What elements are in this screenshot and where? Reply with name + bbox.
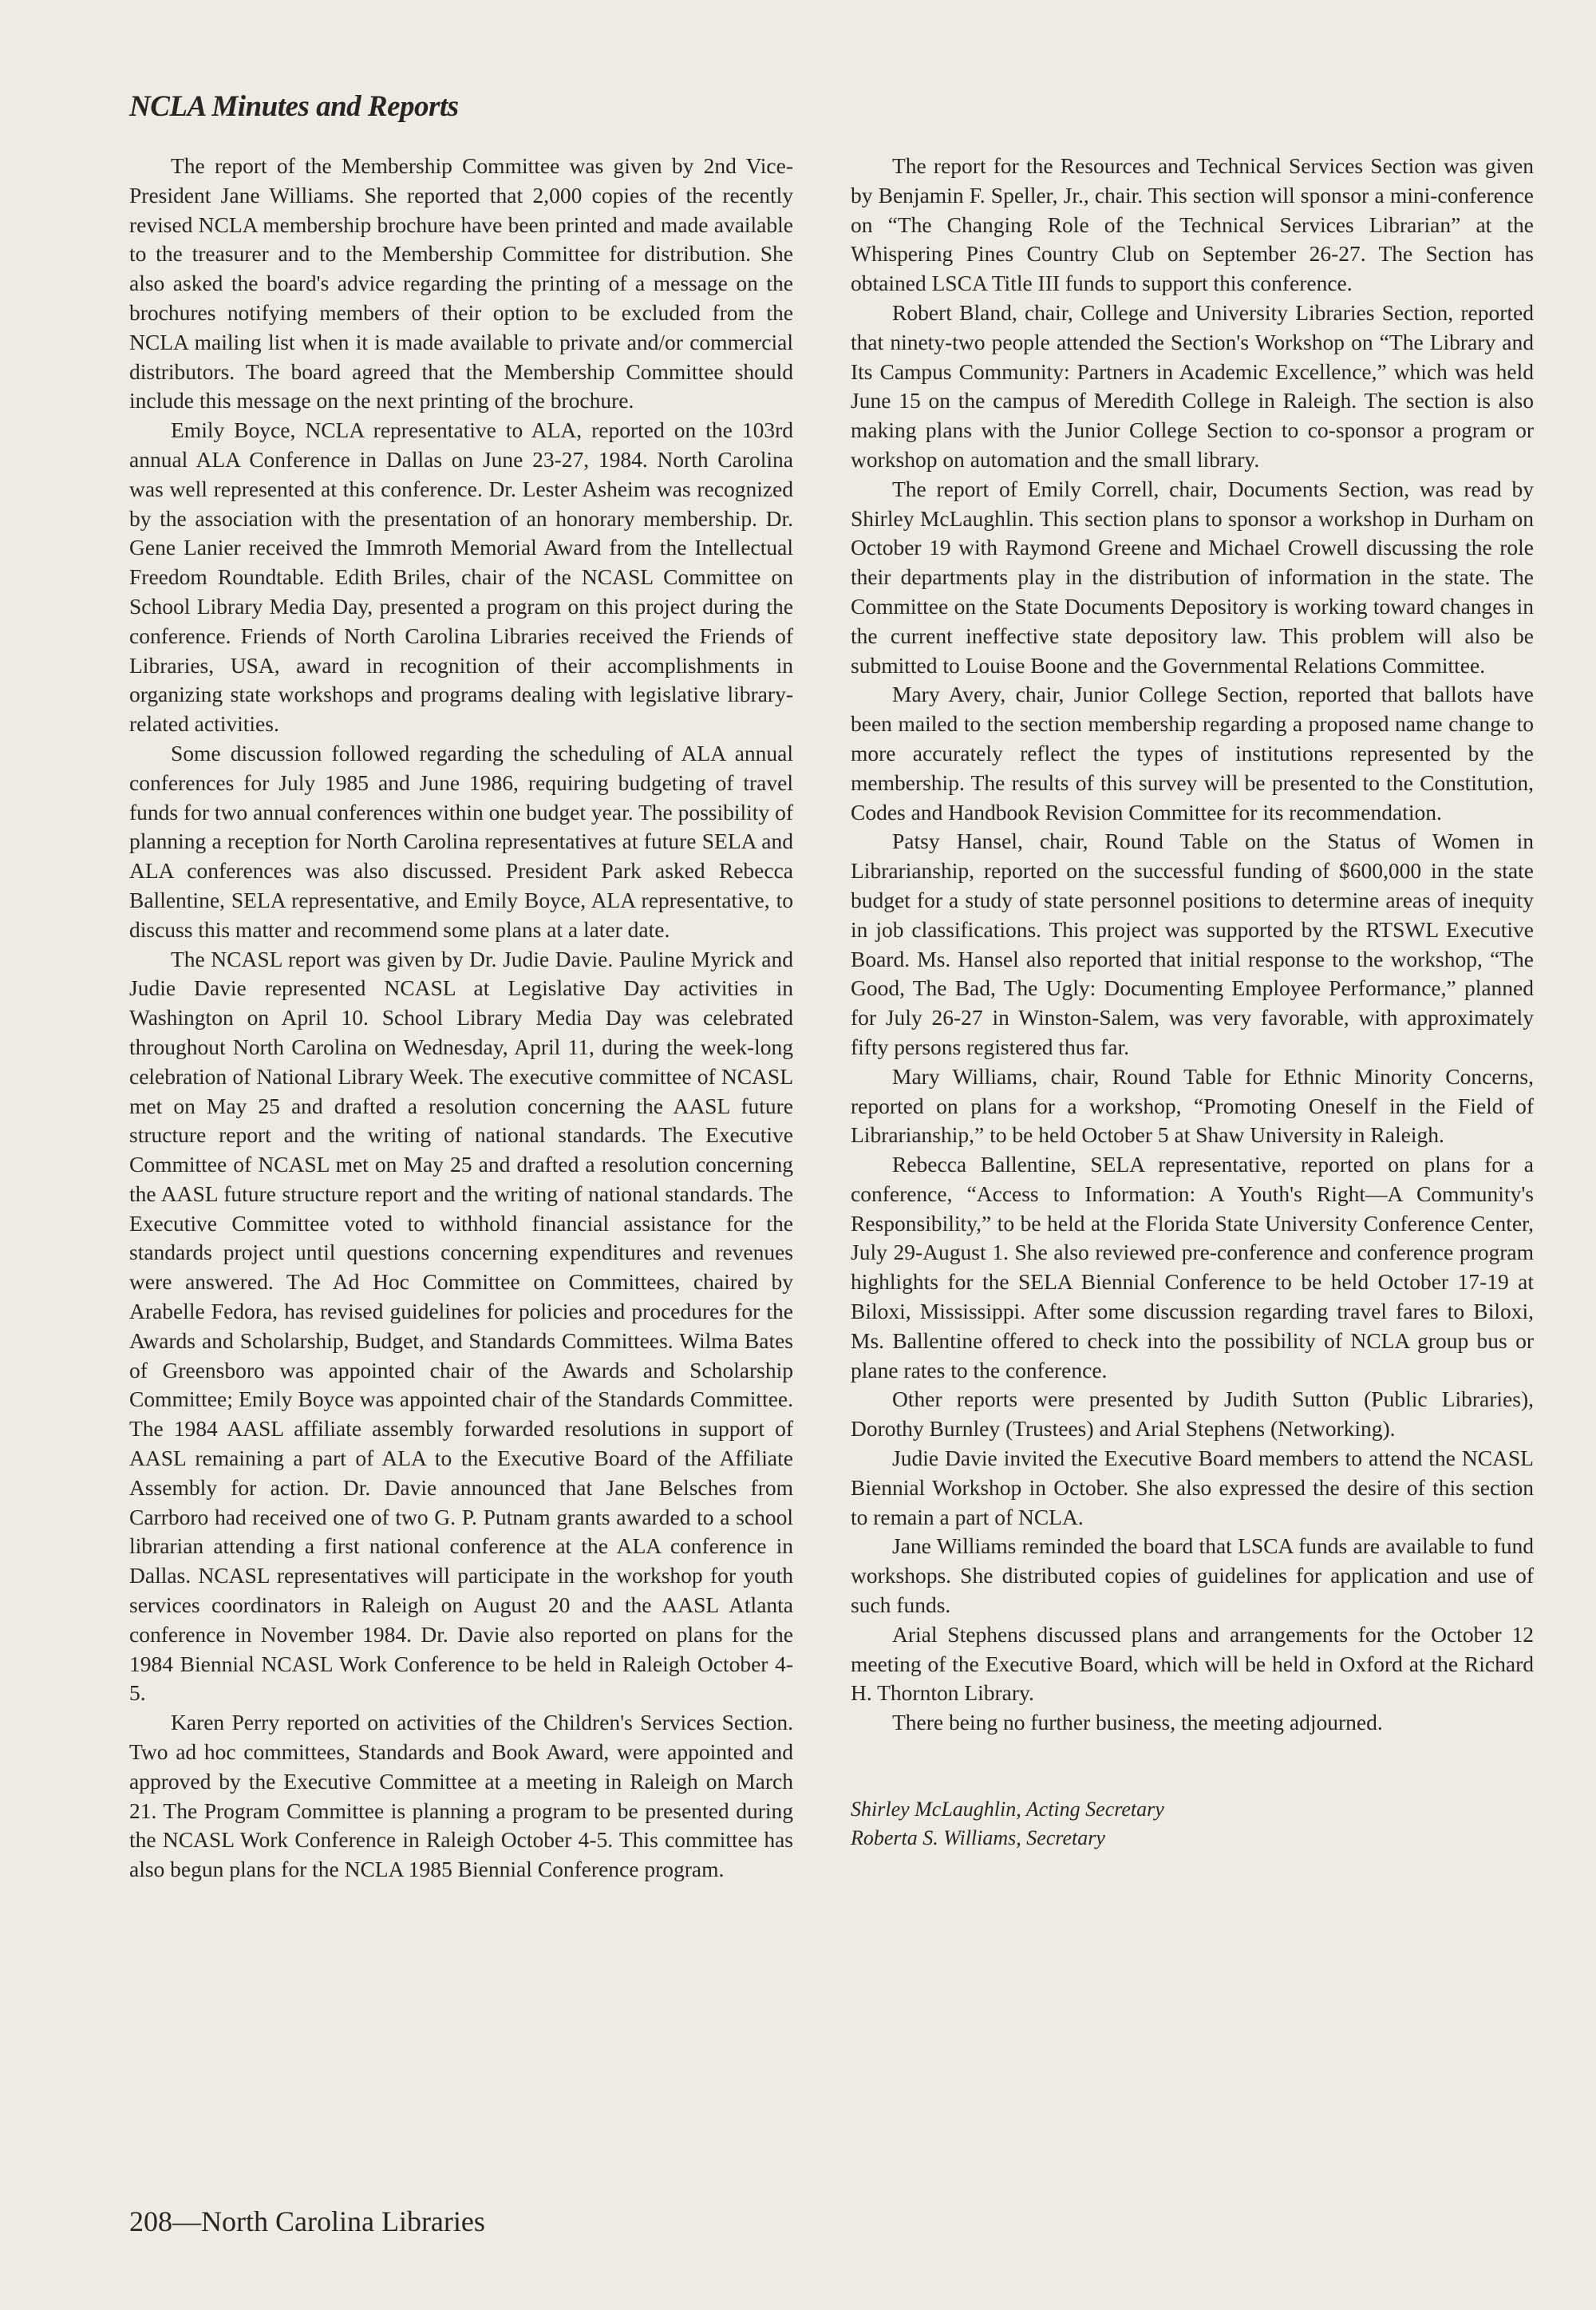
paragraph: The report of Emily Correll, chair, Documents Section, was read by Shirley McLaughlin. This section plans to sponsor a workshop in Durham on October 19 with Raymond Greene and Michael Crowell discussing the role their departments play in the distribution of information in the state. The Committee on the State Documents Depository is working toward changes in the current ineffective state depository law. This problem will also be submitted to Louise Boone and the Governmental Relations Committee.: [851, 476, 1534, 678]
paragraph: Arial Stephens discussed plans and arrangements for the October 12 meeting of the Executive Board, which will be held in Oxford at the Richard H. Thornton Library.: [851, 1621, 1534, 1706]
paragraph: Jane Williams reminded the board that LSCA funds are available to fund workshops. She distributed copies of guidelines for application and use of such funds.: [851, 1533, 1534, 1618]
paragraph: Judie Davie invited the Executive Board members to attend the NCASL Biennial Workshop in October. She also expressed the desire of this section to remain a part of NCLA.: [851, 1446, 1534, 1529]
left-column: [129, 152, 793, 1885]
paragraph: Mary Williams, chair, Round Table for Ethnic Minority Concerns, reported on plans for a workshop, “Promoting Oneself in the Field of Librarianship,” to be held October 5 at Shaw University in Raleigh.: [851, 1063, 1534, 1148]
paragraph: The NCASL report was given by Dr. Judie Davie. Pauline Myrick and Judie Davie represented NCASL at Legislative Day activities in Washington on April 10. School Library Media Day was celebrated throughout North Carolina on Wednesday, April 11, during the week-long celebration of National Library Week. The executive committee of NCASL met on May 25 and drafted a resolution concerning the AASL future structure report and the writing of national standards. The Executive Committee of NCASL met on May 25 and drafted a resolution concerning the AASL future structure report and the writing of national standards. The Executive Committee voted to withhold financial assistance for the standards project until questions concerning expenditures and revenues were answered. The Ad Hoc Committee on Committees, chaired by Arabelle Fedora, has revised guidelines for policies and procedures for the Awards and Scholarship, Budget, and Standards Committees. Wilma Bates of Greensboro was appointed chair of the Awards and Scholarship Committee; Emily Boyce was appointed chair of the Standards Committee. The 1984 AASL affiliate assembly forwarded resolutions in support of AASL remaining a part of ALA to the Executive Board of the Affiliate Assembly for action. Dr. Davie announced that Jane Belsches from Carrboro had received one of two G. P. Putnam grants awarded to a school librarian attending a first national conference at the ALA conference in Dallas. NCASL representatives will participate in the workshop for youth services coordinators in Raleigh on August 20 and the AASL Atlanta conference in November 1984. Dr. Davie also reported on plans for the 1984 Biennial NCASL Work Conference to be held in Raleigh October 4-5.: [129, 946, 793, 1706]
section-heading: NCLA Minutes and Reports: [129, 90, 459, 123]
paragraph: Rebecca Ballentine, SELA representative, reported on plans for a conference, “Access to Information: A Youth's Right—A Community's Responsibility,” to be held at the Florida State University Conference Center, July 29-August 1. She also reviewed pre-conference and conference program highlights for the SELA Biennial Conference to be held October 17-19 at Biloxi, Mississippi. After some discussion regarding travel fares to Biloxi, Ms. Ballentine offered to check into the possibility of NCLA group bus or plane rates to the conference.: [851, 1152, 1534, 1382]
paragraph: Karen Perry reported on activities of the Children's Services Section. Two ad hoc committees, Standards and Book Award, were appointed and approved by the Executive Committee at a meeting in Raleigh on March 21. The Program Committee is planning a program to be presented during the NCASL Work Conference in Raleigh October 4-5. This committee has also begun plans for the NCLA 1985 Biennial Conference program.: [129, 1710, 793, 1882]
paragraph: Robert Bland, chair, College and University Libraries Section, reported that ninety-two people attended the Section's Workshop on “The Library and Its Campus Community: Partners in Academic Excellence,” which was held June 15 on the campus of Meredith College in Raleigh. The section is also making plans with the Junior College Section to co-sponsor a program or workshop on automation and the small library.: [851, 299, 1534, 472]
signature-acting-secretary: Shirley McLaughlin, Acting Secretary: [851, 1798, 1164, 1821]
right-column: [851, 152, 1534, 1853]
paragraph: Some discussion followed regarding the scheduling of ALA annual conferences for July 1985 and June 1986, requiring budgeting of travel funds for two annual conferences within one budget year. The possibility of planning a reception for North Carolina representatives at future SELA and ALA conferences was also discussed. President Park asked Rebecca Ballentine, SELA representative, and Emily Boyce, ALA representative, to discuss this matter and recommend some plans at a later date.: [129, 740, 793, 942]
paragraph: Other reports were presented by Judith Sutton (Public Libraries), Dorothy Burnley (Trustees) and Arial Stephens (Networking).: [851, 1386, 1534, 1442]
paragraph: There being no further business, the meeting adjourned.: [892, 1710, 1383, 1735]
paragraph: Mary Avery, chair, Junior College Section, reported that ballots have been mailed to the section membership regarding a proposed name change to more accurately reflect the types of institutions represented by the membership. The results of this survey will be presented to the Constitution, Codes and Handbook Revision Committee for its recommendation.: [851, 682, 1534, 825]
paragraph: The report for the Resources and Technical Services Section was given by Benjamin F. Speller, Jr., chair. This section will sponsor a mini-conference on “The Changing Role of the Technical Services Librarian” at the Whispering Pines Country Club on September 26-27. The Section has obtained LSCA Title III funds to support this conference.: [851, 153, 1534, 296]
page-footer: 208—North Carolina Libraries: [129, 2205, 485, 2237]
signature-secretary: Roberta S. Williams, Secretary: [851, 1826, 1105, 1850]
paragraph: The report of the Membership Committee was given by 2nd Vice-President Jane Williams. She reported that 2,000 copies of the recently revised NCLA membership brochure have been printed and made available to the treasurer and to the Membership Committee for distribution. She also asked the board's advice regarding the printing of a message on the brochures notifying members of their option to be excluded from the NCLA mailing list when it is made available to private and/or commercial distributors. The board agreed that the Membership Committee should include this message on the next printing of the brochure.: [129, 153, 793, 413]
paragraph: Emily Boyce, NCLA representative to ALA, reported on the 103rd annual ALA Conference in Dallas on June 23-27, 1984. North Carolina was well represented at this conference. Dr. Lester Asheim was recognized by the association with the presentation of an honorary membership. Dr. Gene Lanier received the Immroth Memorial Award from the Intellectual Freedom Roundtable. Edith Briles, chair of the NCASL Committee on School Library Media Day, presented a program on this project during the conference. Friends of North Carolina Libraries received the Friends of Libraries, USA, award in recognition of their accomplishments in organizing state workshops and programs dealing with legislative library-related activities.: [129, 417, 793, 737]
signature-block: [851, 1795, 1534, 1853]
paragraph: Patsy Hansel, chair, Round Table on the Status of Women in Librarianship, reported on the successful funding of $600,000 in the state budget for a study of state personnel positions to determine areas of inequity in job classifications. This project was supported by the RTSWL Executive Board. Ms. Hansel also reported that initial response to the workshop, “The Good, The Bad, The Ugly: Documenting Employee Performance,” planned for July 26-27 in Winston-Salem, was very favorable, with approximately fifty persons registered thus far.: [851, 829, 1534, 1059]
